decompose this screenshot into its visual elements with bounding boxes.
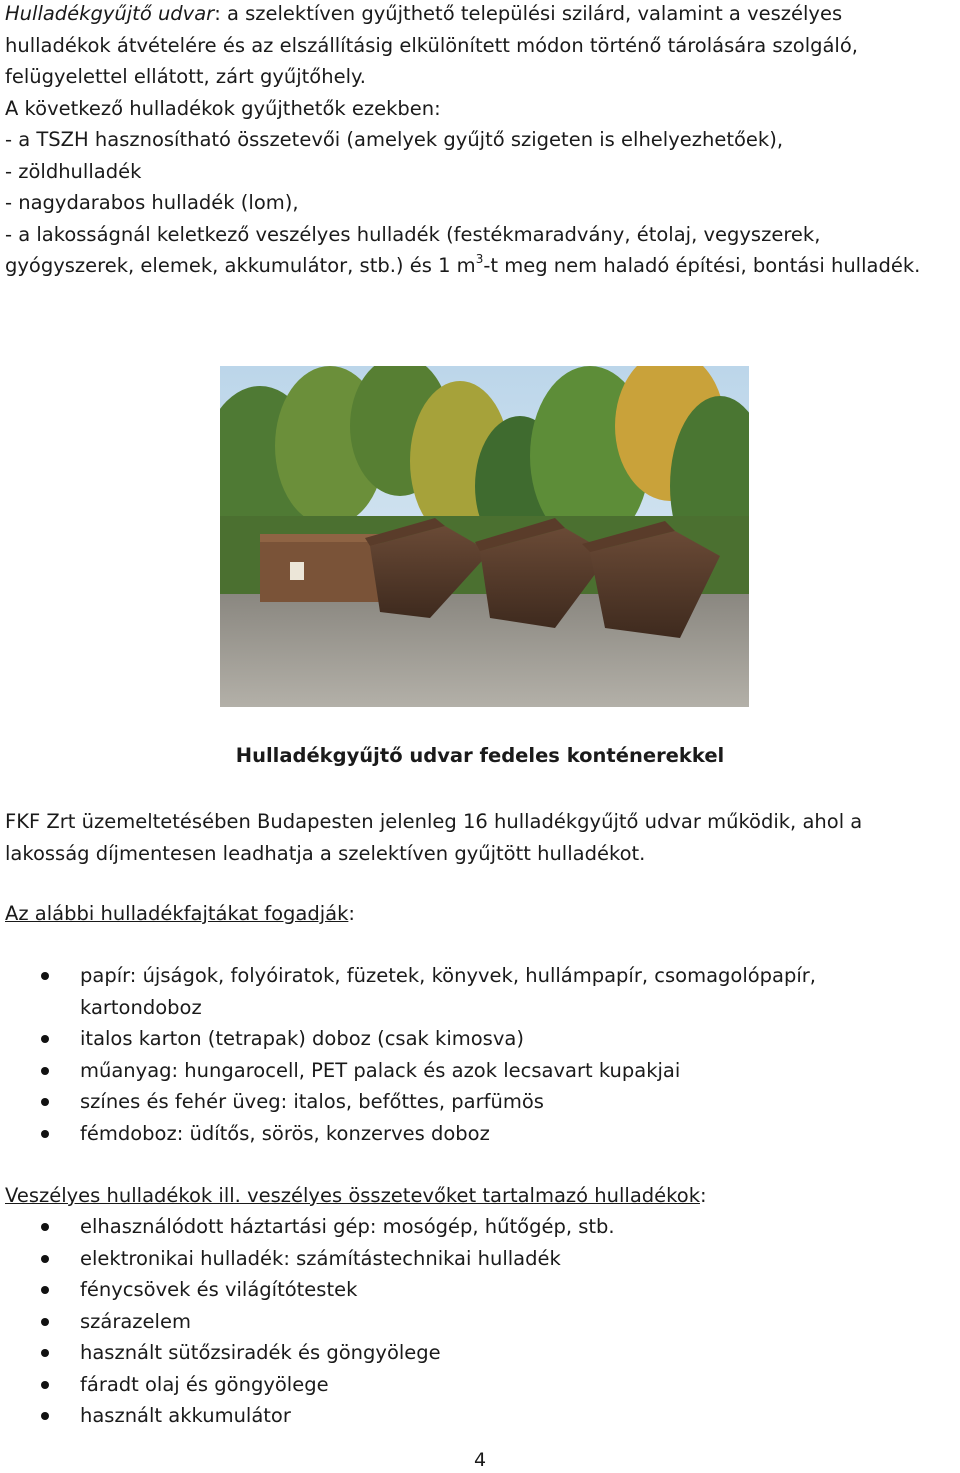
list-item [0,960,960,1023]
list-item [0,1306,960,1338]
bullet-icon [41,1318,49,1326]
list-item [0,1055,960,1087]
fkf-paragraph [5,806,955,869]
bullet-icon [41,1349,49,1357]
bullet-icon [41,1381,49,1389]
hazardous-heading-text: Veszélyes hulladékok ill. veszélyes összetevőket tartalmazó hulladékok [5,1184,700,1207]
hazardous-list [0,1211,960,1432]
list-item [0,1400,960,1432]
list-item [0,1118,960,1150]
definition-line-3: felügyelettel ellátott, zárt gyűjtőhely. [5,65,366,88]
bullet-icon [41,1412,49,1420]
definition-line [5,0,955,30]
list-item [0,1023,960,1055]
hazardous-item-4: szárazelem [80,1309,191,1333]
accepted-list [0,960,960,1149]
accepted-item-5: fémdoboz: üdítős, sörös, konzerves doboz [80,1121,490,1145]
list-item [0,1274,960,1306]
accepted-heading-colon: : [348,902,355,925]
bullet-icon [41,1286,49,1294]
bullet-icon [41,1035,49,1043]
bullet-icon [41,1255,49,1263]
page-number: 4 [473,1449,487,1471]
list-item [0,1337,960,1369]
intro-item-4-tail: -t meg nem haladó építési, bontási hulladék. [483,254,921,277]
hazardous-item-1: elhasználódott háztartási gép: mosógép, hűtőgép, stb. [80,1215,615,1238]
definition-text: : a szelektíven gyűjthető települési szilárd, valamint a veszélyes [214,2,843,25]
photo-illustration [220,366,749,707]
fkf-line-2: lakosság díjmentesen leadhatja a szelektíven gyűjtött hulladékot. [5,841,646,865]
accepted-item-3: műanyag: hungarocell, PET palack és azok lecsavart kupakjai [80,1058,681,1082]
intro-item-4-text: gyógyszerek, elemek, akkumulátor, stb.) és 1 m [5,254,476,277]
bullet-icon [41,972,49,980]
accepted-item-4: színes és fehér üveg: italos, befőttes, parfümös [80,1090,544,1113]
accepted-item-1-continued: kartondoboz [80,995,202,1019]
photo-collection-yard [220,366,749,707]
fkf-line-1: FKF Zrt üzemeltetésében Budapesten jelenleg 16 hulladékgyűjtő udvar működik, ahol a [5,810,863,833]
accepted-item-2: italos karton (tetrapak) doboz (csak kimosva) [80,1027,524,1050]
bullet-icon [41,1130,49,1138]
intro-item-2: - zöldhulladék [5,159,142,183]
accepted-heading [5,898,955,930]
hazardous-item-2: elektronikai hulladék: számítástechnikai hulladék [80,1246,561,1270]
superscript: 3 [475,252,484,266]
hazardous-item-7: használt akkumulátor [80,1404,291,1427]
list-item [0,1211,960,1243]
intro-item-3: - nagydarabos hulladék (lom), [5,191,299,214]
bullet-icon [41,1098,49,1106]
list-item [0,1086,960,1118]
intro-item-1: - a TSZH hasznosítható összetevői (amelyek gyűjtő szigeten is elhelyezhetőek), [5,128,784,151]
definition-line-2: hulladékok átvételére és az elszállításig elkülönített módon történő tárolására szolgáló, [5,33,858,57]
hazardous-heading [5,1180,955,1212]
defined-term: Hulladékgyűjtő udvar [5,2,215,25]
figure-caption: Hulladékgyűjtő udvar fedeles konténerekkel [235,744,725,767]
list-item [0,1369,960,1401]
hazardous-item-6: fáradt olaj és göngyölege [80,1372,329,1396]
intro-paragraph [5,0,955,282]
hazardous-heading-colon: : [699,1184,707,1207]
accepted-heading-text: Az alábbi hulladékfajtákat fogadják [5,902,349,925]
intro-item-4: - a lakosságnál keletkező veszélyes hulladék (festékmaradvány, étolaj, vegyszerek, [5,222,821,246]
accepted-item-1: papír: újságok, folyóiratok, füzetek, könyvek, hullámpapír, csomagolópapír, [80,964,817,987]
hazardous-item-3: fénycsövek és világítótestek [80,1278,358,1301]
list-item [0,1243,960,1275]
bullet-icon [41,1067,49,1075]
list-intro: A következő hulladékok gyűjthetők ezekben: [5,96,441,120]
bullet-icon [41,1223,49,1231]
hazardous-item-5: használt sütőzsiradék és göngyölege [80,1341,441,1364]
intro-item-4-continued [5,250,955,282]
